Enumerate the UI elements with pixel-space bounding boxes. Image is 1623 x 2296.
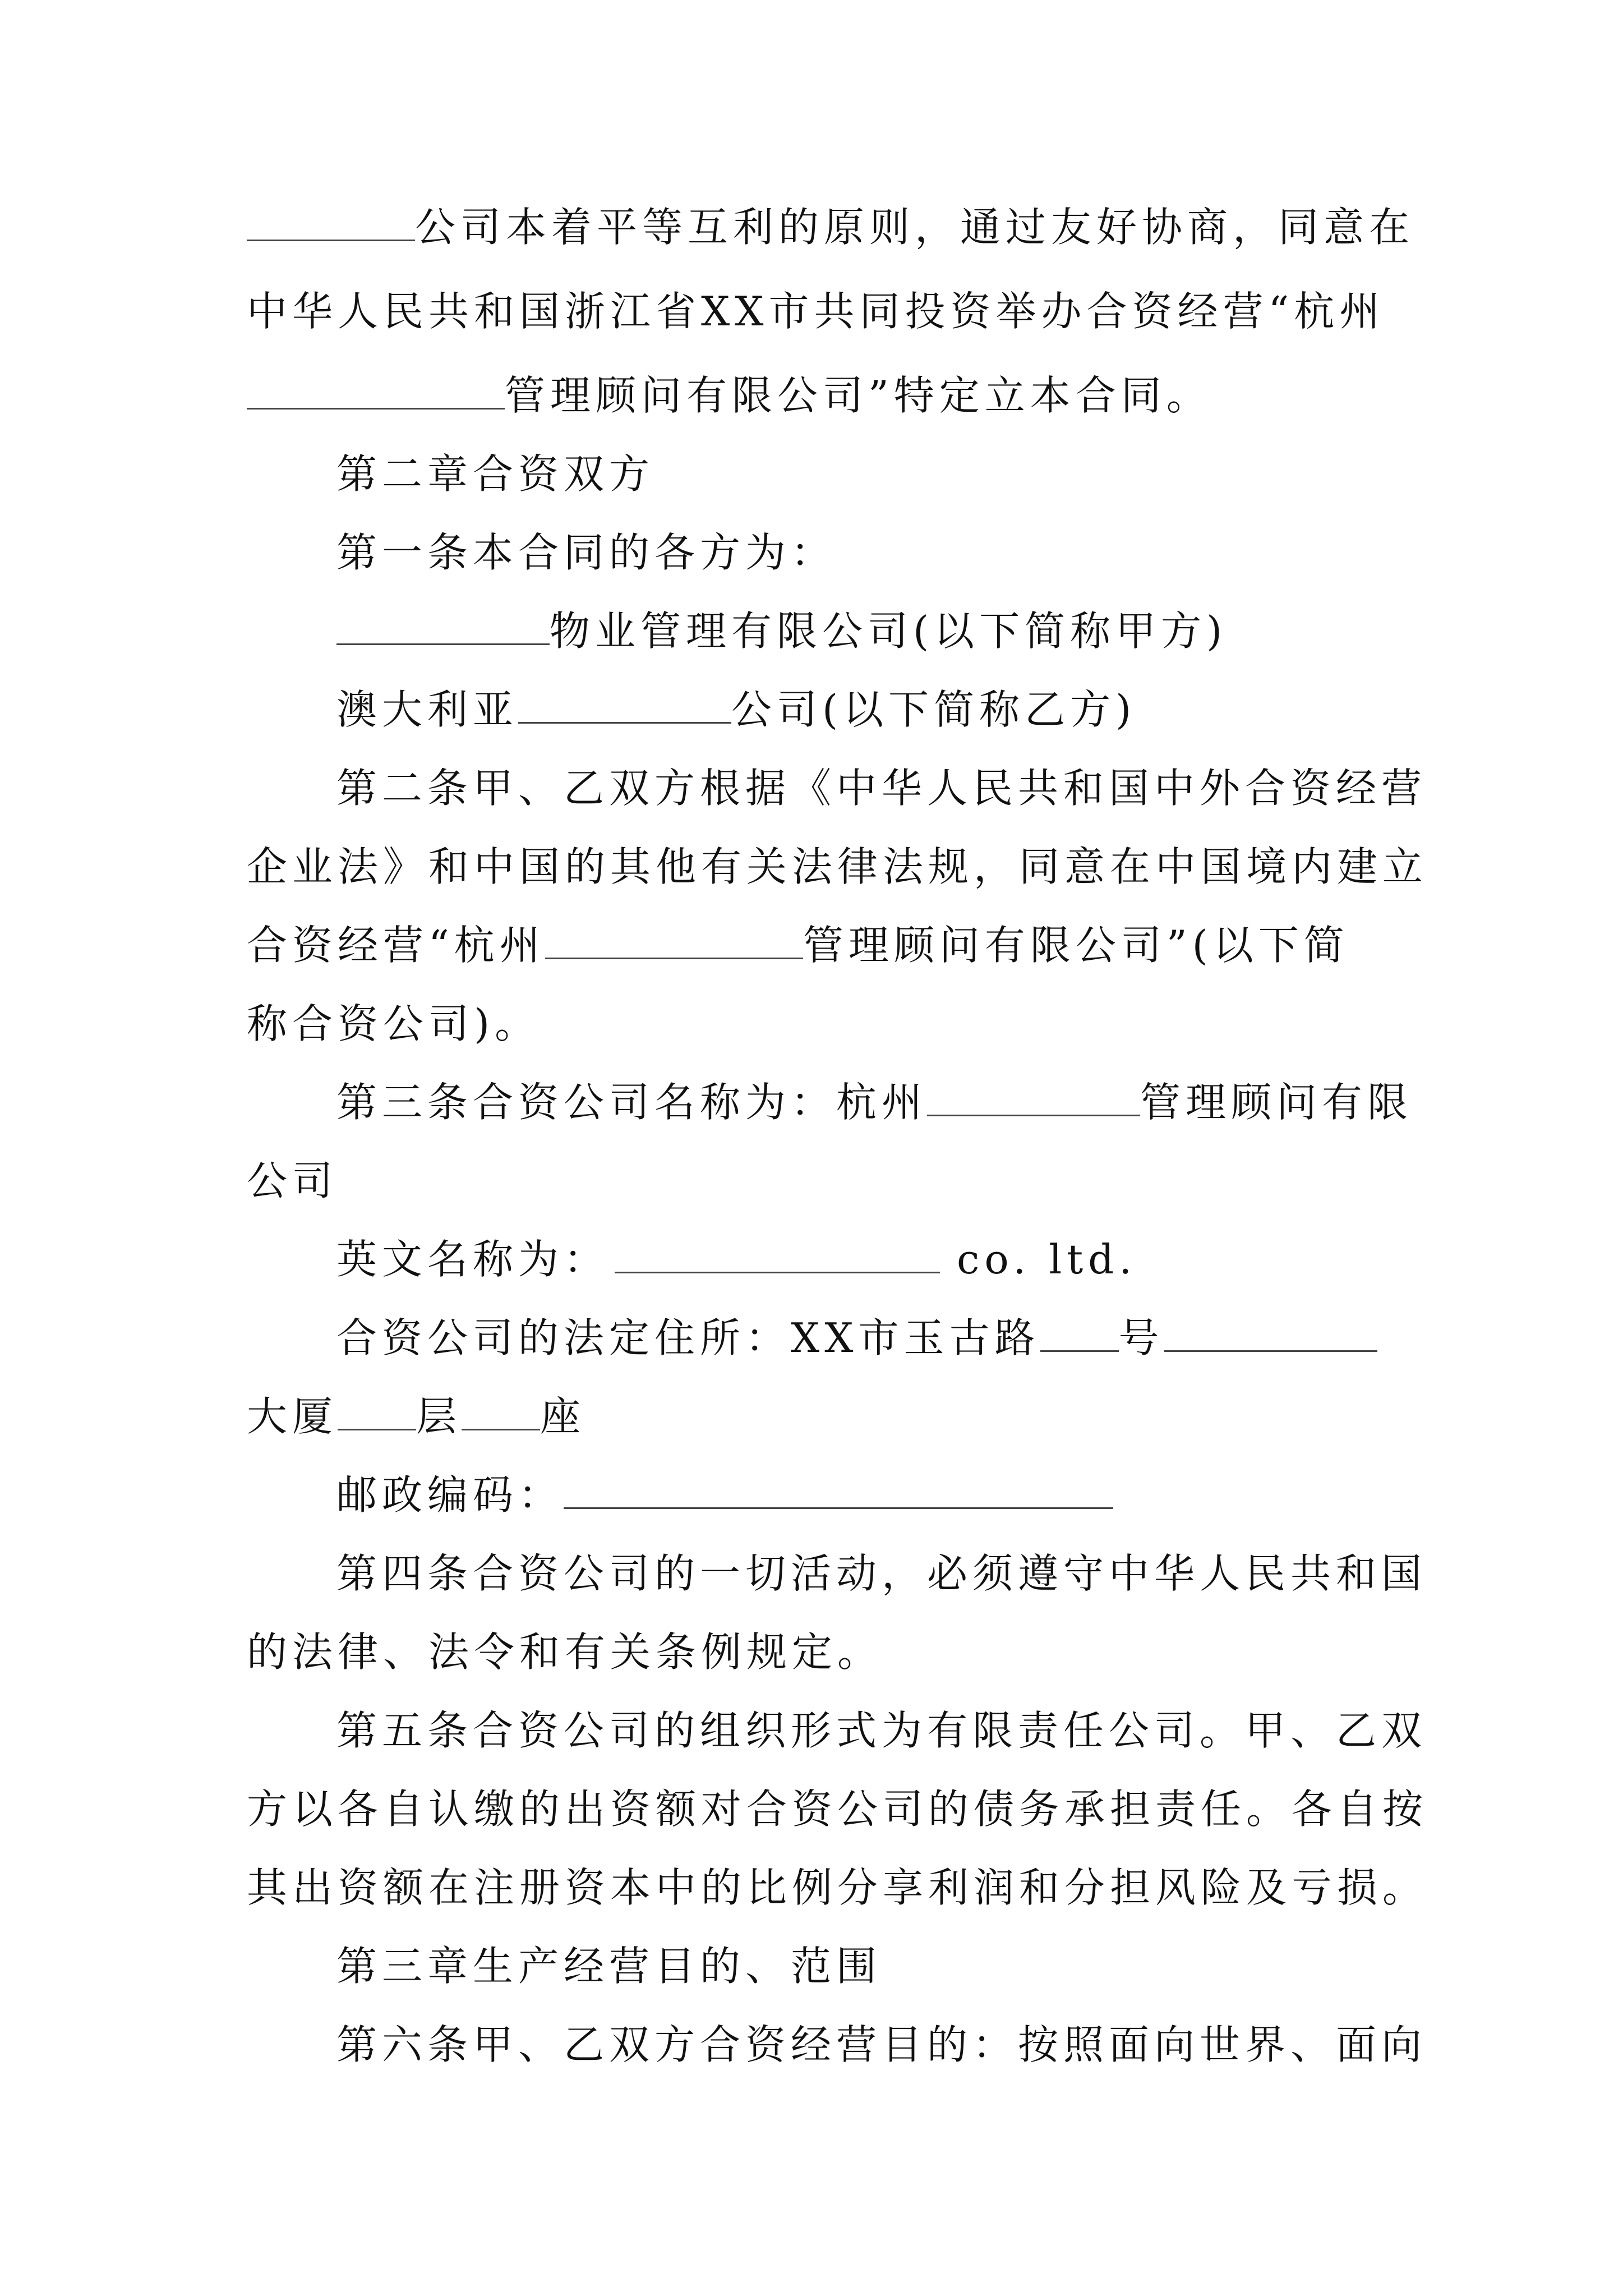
paragraph-line: 中华人民共和国浙江省XX市共同投资举办合资经营“杭州 <box>247 288 1385 335</box>
address-line <box>247 1388 585 1444</box>
fill-in-blank <box>1040 1315 1119 1352</box>
text-span: 座 <box>540 1393 586 1440</box>
fill-in-blank <box>247 373 505 409</box>
paragraph-line: 第二条甲、乙双方根据《中华人民共和国中外合资经营 <box>336 765 1427 812</box>
text-span: 层 <box>416 1393 462 1440</box>
text-span: 公司本着平等互利的原则，通过友好协商，同意在 <box>415 204 1415 251</box>
text-span: 合资公司的法定住所：XX市玉古路 <box>336 1314 1040 1361</box>
text-span: 管理顾问有限公司”特定立本合同。 <box>505 372 1212 419</box>
english-name-line <box>336 1231 1137 1287</box>
paragraph-line <box>247 199 1414 255</box>
fill-in-blank <box>336 609 550 645</box>
text-span: 澳大利亚 <box>336 686 519 733</box>
paragraph-line: 的法律、法令和有关条例规定。 <box>247 1628 883 1676</box>
paragraph-line: 公司 <box>247 1157 338 1204</box>
party-a-line <box>336 603 1227 659</box>
fill-in-blank <box>338 1394 416 1430</box>
text-span: 号 <box>1118 1314 1164 1361</box>
chapter-heading: 第三章生产经营目的、范围 <box>336 1943 882 1990</box>
postcode-line <box>336 1467 1113 1523</box>
paragraph-line: 第六条甲、乙双方合资经营目的：按照面向世界、面向 <box>336 2021 1427 2068</box>
fill-in-blank <box>247 205 415 241</box>
fill-in-blank <box>927 1080 1140 1116</box>
fill-in-blank <box>545 923 803 959</box>
text-span: co. ltd. <box>957 1236 1137 1283</box>
text-span: 物业管理有限公司(以下简称甲方) <box>550 608 1228 655</box>
fill-in-blank <box>518 687 731 724</box>
paragraph-line: 其出资额在注册资本中的比例分享利润和分担风险及亏损。 <box>247 1864 1428 1911</box>
paragraph-line: 称合资公司)。 <box>247 1000 541 1047</box>
paragraph-line: 企业法》和中国的其他有关法律法规，同意在中国境内建立 <box>247 843 1428 890</box>
paragraph-line: 第五条合资公司的组织形式为有限责任公司。甲、乙双 <box>336 1707 1427 1754</box>
text-span: 管理顾问有限公司”(以下简 <box>803 922 1349 969</box>
text-span: 公司(以下简称乙方) <box>731 686 1137 733</box>
fill-in-blank <box>462 1394 540 1430</box>
chapter-heading: 第二章合资双方 <box>336 450 655 498</box>
fill-in-blank <box>1164 1315 1377 1352</box>
fill-in-blank <box>615 1237 940 1273</box>
text-span: 管理顾问有限 <box>1140 1079 1413 1126</box>
paragraph-line <box>247 917 1349 973</box>
party-b-line <box>336 682 1136 738</box>
fill-in-blank <box>564 1473 1113 1509</box>
text-span: 大厦 <box>247 1393 338 1440</box>
article-heading: 第一条本合同的各方为： <box>336 529 837 576</box>
text-span: 合资经营“杭州 <box>247 922 545 969</box>
text-span: 第三条合资公司名称为：杭州 <box>336 1079 928 1126</box>
text-span: 邮政编码： <box>336 1471 564 1519</box>
address-line <box>336 1310 1377 1366</box>
paragraph-line <box>247 367 1212 424</box>
paragraph-line: 方以各自认缴的出资额对合资公司的债务承担责任。各自按 <box>247 1786 1428 1833</box>
text-span: 英文名称为： <box>336 1236 610 1283</box>
paragraph-line <box>336 1074 1413 1130</box>
paragraph-line: 第四条合资公司的一切活动，必须遵守中华人民共和国 <box>336 1550 1427 1597</box>
